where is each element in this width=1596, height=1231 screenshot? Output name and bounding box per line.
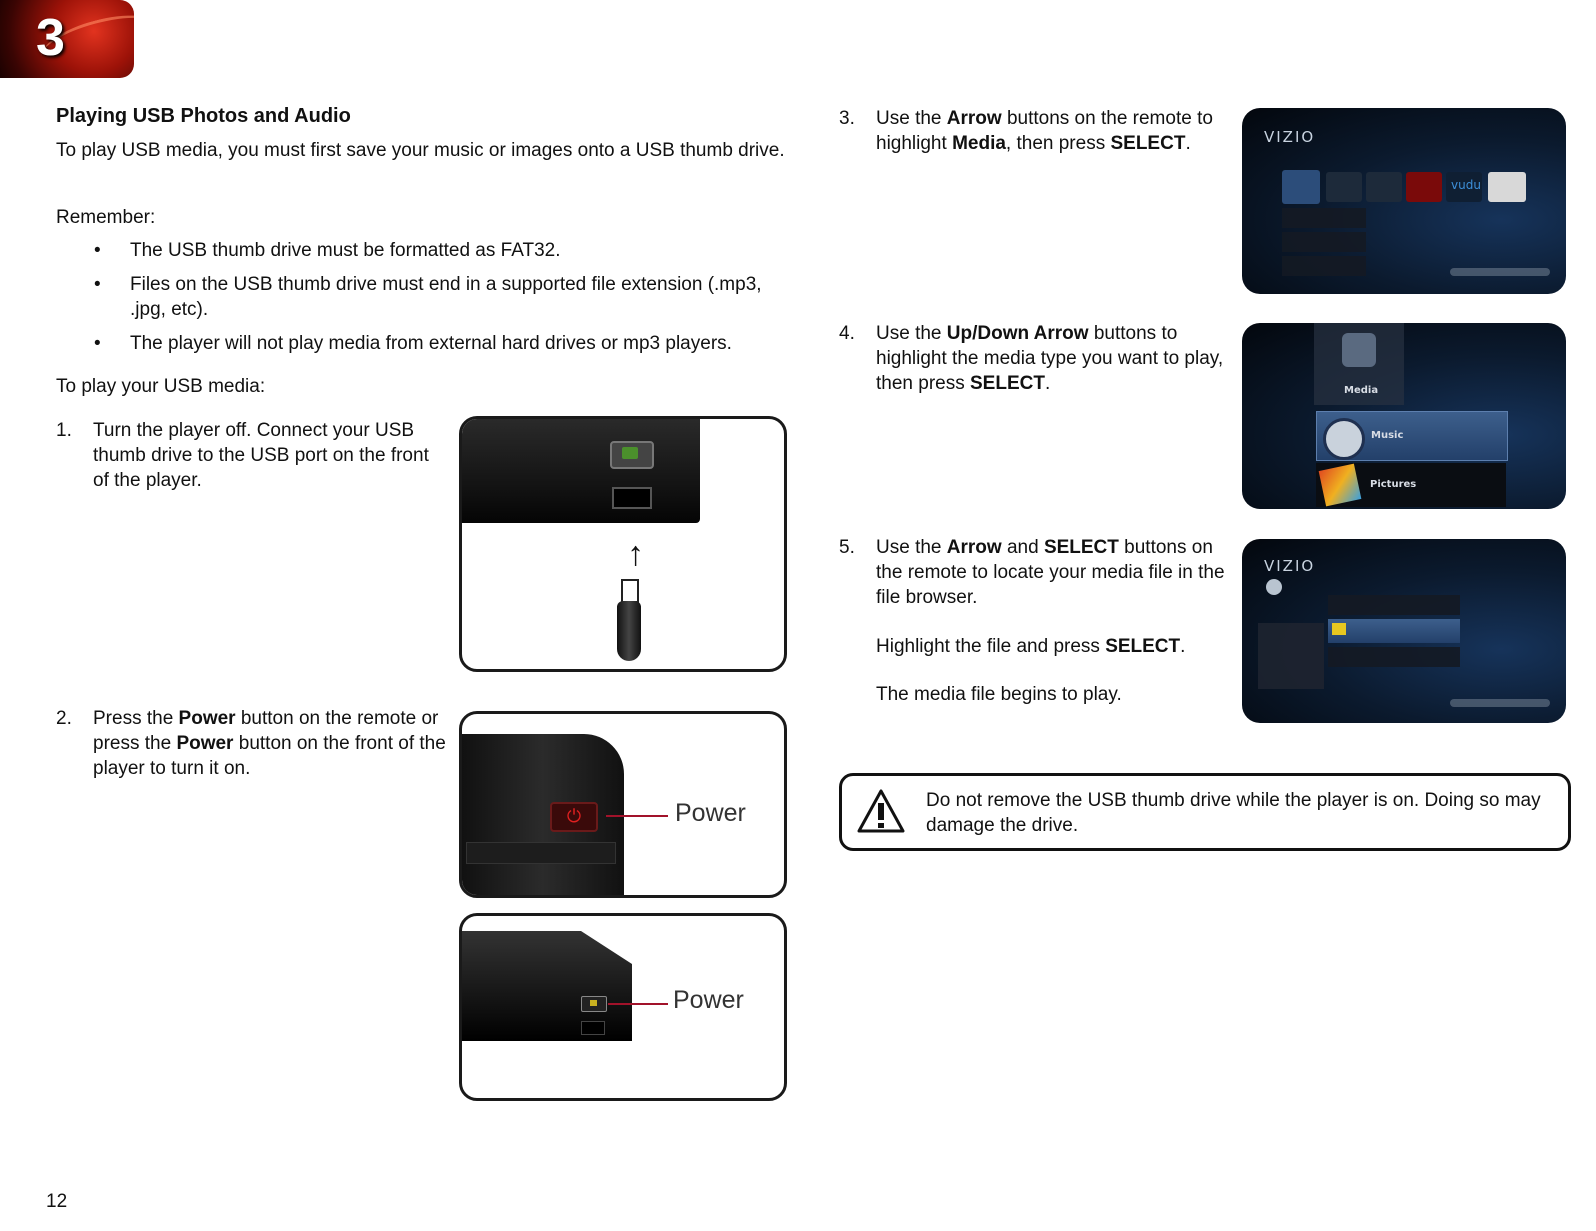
intro-paragraph: To play USB media, you must first save your music or images onto a USB thumb drive.: [56, 140, 785, 161]
player-body: [462, 931, 632, 1041]
music-icon: [1266, 579, 1282, 595]
file-row: [1328, 647, 1460, 667]
vudu-tile: vudu: [1446, 172, 1482, 202]
usb-port-icon: [612, 487, 652, 509]
media-tile: [1282, 170, 1320, 204]
usb-insert-illustration: [459, 416, 787, 672]
step-text: Use the Arrow and SELECT buttons on the remote to locate your media file in the file browser.: [876, 537, 1225, 608]
file-row: [1328, 595, 1460, 615]
step-number: 5.: [839, 537, 855, 558]
player-usb-port-icon: [581, 1021, 605, 1035]
step-4: [839, 321, 1229, 401]
callout-line: [606, 815, 668, 817]
file-browser-screenshot: [1242, 539, 1566, 723]
play-intro: To play your USB media:: [56, 376, 266, 397]
file-row-highlighted: [1328, 619, 1460, 643]
settings-tile: [1326, 172, 1362, 202]
vizio-logo: VIZIO: [1264, 128, 1316, 146]
step-number: 1.: [56, 420, 72, 441]
player-front-panel: [462, 419, 700, 523]
step-text: Use the Arrow buttons on the remote to highlight Media, then press SELECT.: [876, 108, 1213, 154]
remember-label: Remember:: [56, 207, 156, 228]
power-callout-label: Power: [675, 799, 746, 827]
step-1: [56, 418, 456, 498]
remote-button-row: [466, 842, 616, 864]
remote-body: [462, 734, 624, 898]
step-text: Turn the player off. Connect your USB thumb drive to the USB port on the front of the player.: [93, 420, 429, 491]
media-tile-large: Media: [1314, 323, 1404, 405]
list-item: • The player will not play media from external hard drives or mp3 players.: [94, 333, 732, 354]
requirements-list: [56, 238, 796, 365]
usb-drive-icon: [617, 601, 641, 661]
menu-row-pictures: Pictures: [1316, 463, 1506, 507]
menu-row-videos: [1282, 256, 1366, 276]
menu-row-pictures: [1282, 232, 1366, 252]
remote-power-illustration: [459, 711, 787, 898]
section-title: Playing USB Photos and Audio: [56, 105, 351, 127]
page-number: 12: [46, 1191, 68, 1212]
footer-hints: [1450, 699, 1550, 707]
step-5-highlight-text: Highlight the file and press SELECT.: [876, 636, 1186, 657]
list-item: • Files on the USB thumb drive must end in a supported file extension (.mp3, .jpg, etc).: [94, 274, 762, 320]
step-5-begins-text: The media file begins to play.: [876, 684, 1122, 705]
step-5: [839, 535, 1234, 615]
power-callout-label: Power: [673, 986, 744, 1014]
pandora-tile: [1488, 172, 1526, 202]
callout-line: [608, 1003, 668, 1005]
warning-box: [839, 773, 1571, 851]
step-text: Press the Power button on the remote or press the Power button on the front of the player to turn it on.: [93, 708, 446, 779]
warning-triangle-icon: [856, 788, 906, 834]
home-menu-screenshot: [1242, 108, 1566, 294]
warning-text: Do not remove the USB thumb drive while the player is on. Doing so may damage the drive.: [926, 790, 1541, 836]
step-3: [839, 106, 1229, 186]
arrow-up-icon: ↑: [627, 535, 644, 573]
step-number: 2.: [56, 708, 72, 729]
disc-tile: [1366, 172, 1402, 202]
usb-connector-icon: [621, 579, 639, 603]
browser-sidebar: [1258, 623, 1324, 689]
step-text: Use the Up/Down Arrow buttons to highlight the media type you want to play, then press SELECT.: [876, 323, 1224, 394]
footer-hints: [1450, 268, 1550, 276]
step-number: 4.: [839, 323, 855, 344]
menu-row-music: [1282, 208, 1366, 228]
player-power-illustration: [459, 913, 787, 1101]
player-power-button-icon: [581, 996, 607, 1012]
list-item: • The USB thumb drive must be formatted as FAT32.: [94, 240, 561, 261]
remote-power-button-icon: ⏻: [550, 802, 598, 832]
chapter-number: 3: [36, 9, 65, 67]
media-type-screenshot: [1242, 323, 1566, 509]
power-button-icon: [610, 441, 654, 469]
vizio-logo: VIZIO: [1264, 557, 1316, 575]
chapter-badge: [0, 0, 134, 78]
menu-row-music-highlighted: Music: [1316, 411, 1508, 461]
step-number: 3.: [839, 108, 855, 129]
netflix-tile: [1406, 172, 1442, 202]
step-2: [56, 706, 456, 786]
